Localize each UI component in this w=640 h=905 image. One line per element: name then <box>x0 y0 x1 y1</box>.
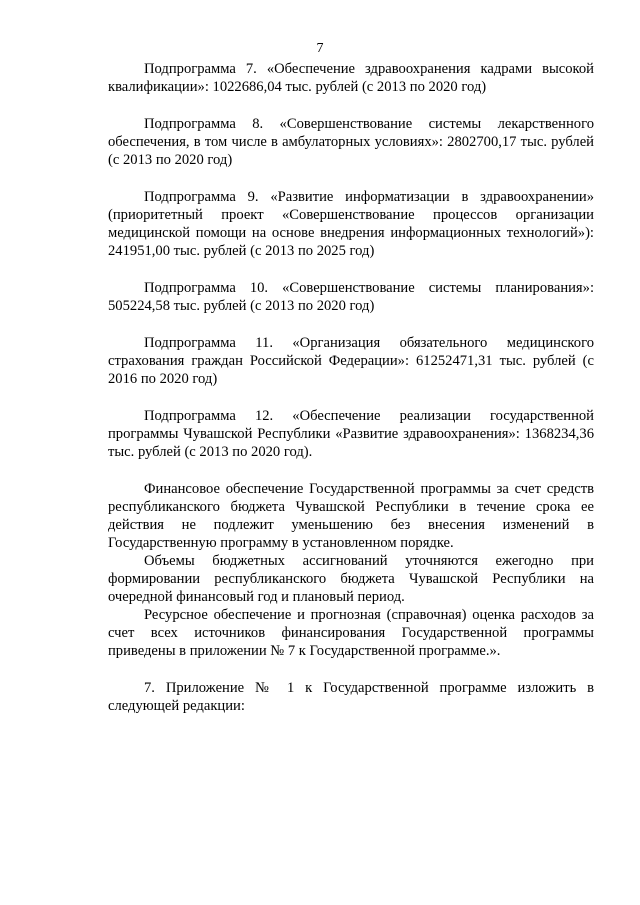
paragraph-subprogram-10: Подпрограмма 10. «Совершенствование системы планирования»: 505224,58 тыс. рублей (с 2013 по 2020 год) <box>108 280 594 314</box>
document-body <box>108 60 594 715</box>
paragraph-budget-allocations: Объемы бюджетных ассигнований уточняются ежегодно при формировании республиканского бюджета Чувашской Республики на очередной финансовый год и плановый период. <box>108 553 594 605</box>
page-number: 7 <box>316 41 324 56</box>
paragraph-subprogram-9: Подпрограмма 9. «Развитие информатизации в здравоохранении» (приоритетный проект «Совершенствование процессов организации медицинской помощи на основе внедрения информационных технологий»): 241951,00 тыс. рублей (с 2013 по 2025 год) <box>108 189 594 259</box>
paragraph-subprogram-8: Подпрограмма 8. «Совершенствование системы лекарственного обеспечения, в том числе в амбулаторных условиях»: 2802700,17 тыс. рублей (с 2013 по 2020 год) <box>108 116 594 168</box>
paragraph-subprogram-7: Подпрограмма 7. «Обеспечение здравоохранения кадрами высокой квалификации»: 1022686,04 тыс. рублей (с 2013 по 2020 год) <box>108 61 594 95</box>
paragraph-appendix-1: 7. Приложение № 1 к Государственной программе изложить в следующей редакции: <box>108 680 594 714</box>
paragraph-subprogram-12: Подпрограмма 12. «Обеспечение реализации государственной программы Чувашской Республики «Развитие здравоохранения»: 1368234,36 тыс. рублей (с 2013 по 2020 год). <box>108 408 594 460</box>
paragraph-subprogram-11: Подпрограмма 11. «Организация обязательного медицинского страхования граждан Российской Федерации»: 61252471,31 тыс. рублей (с 2016 по 2020 год) <box>108 335 594 387</box>
paragraph-resource-provision: Ресурсное обеспечение и прогнозная (справочная) оценка расходов за счет всех источников финансирования Государственной программы приведены в приложении № 7 к Государственной программе.». <box>108 607 594 659</box>
paragraph-financing: Финансовое обеспечение Государственной программы за счет средств республиканского бюджета Чувашской Республики в течение срока ее действия не подлежит уменьшению без внесения изменений в Государственную программу в установленном порядке. <box>108 481 594 551</box>
